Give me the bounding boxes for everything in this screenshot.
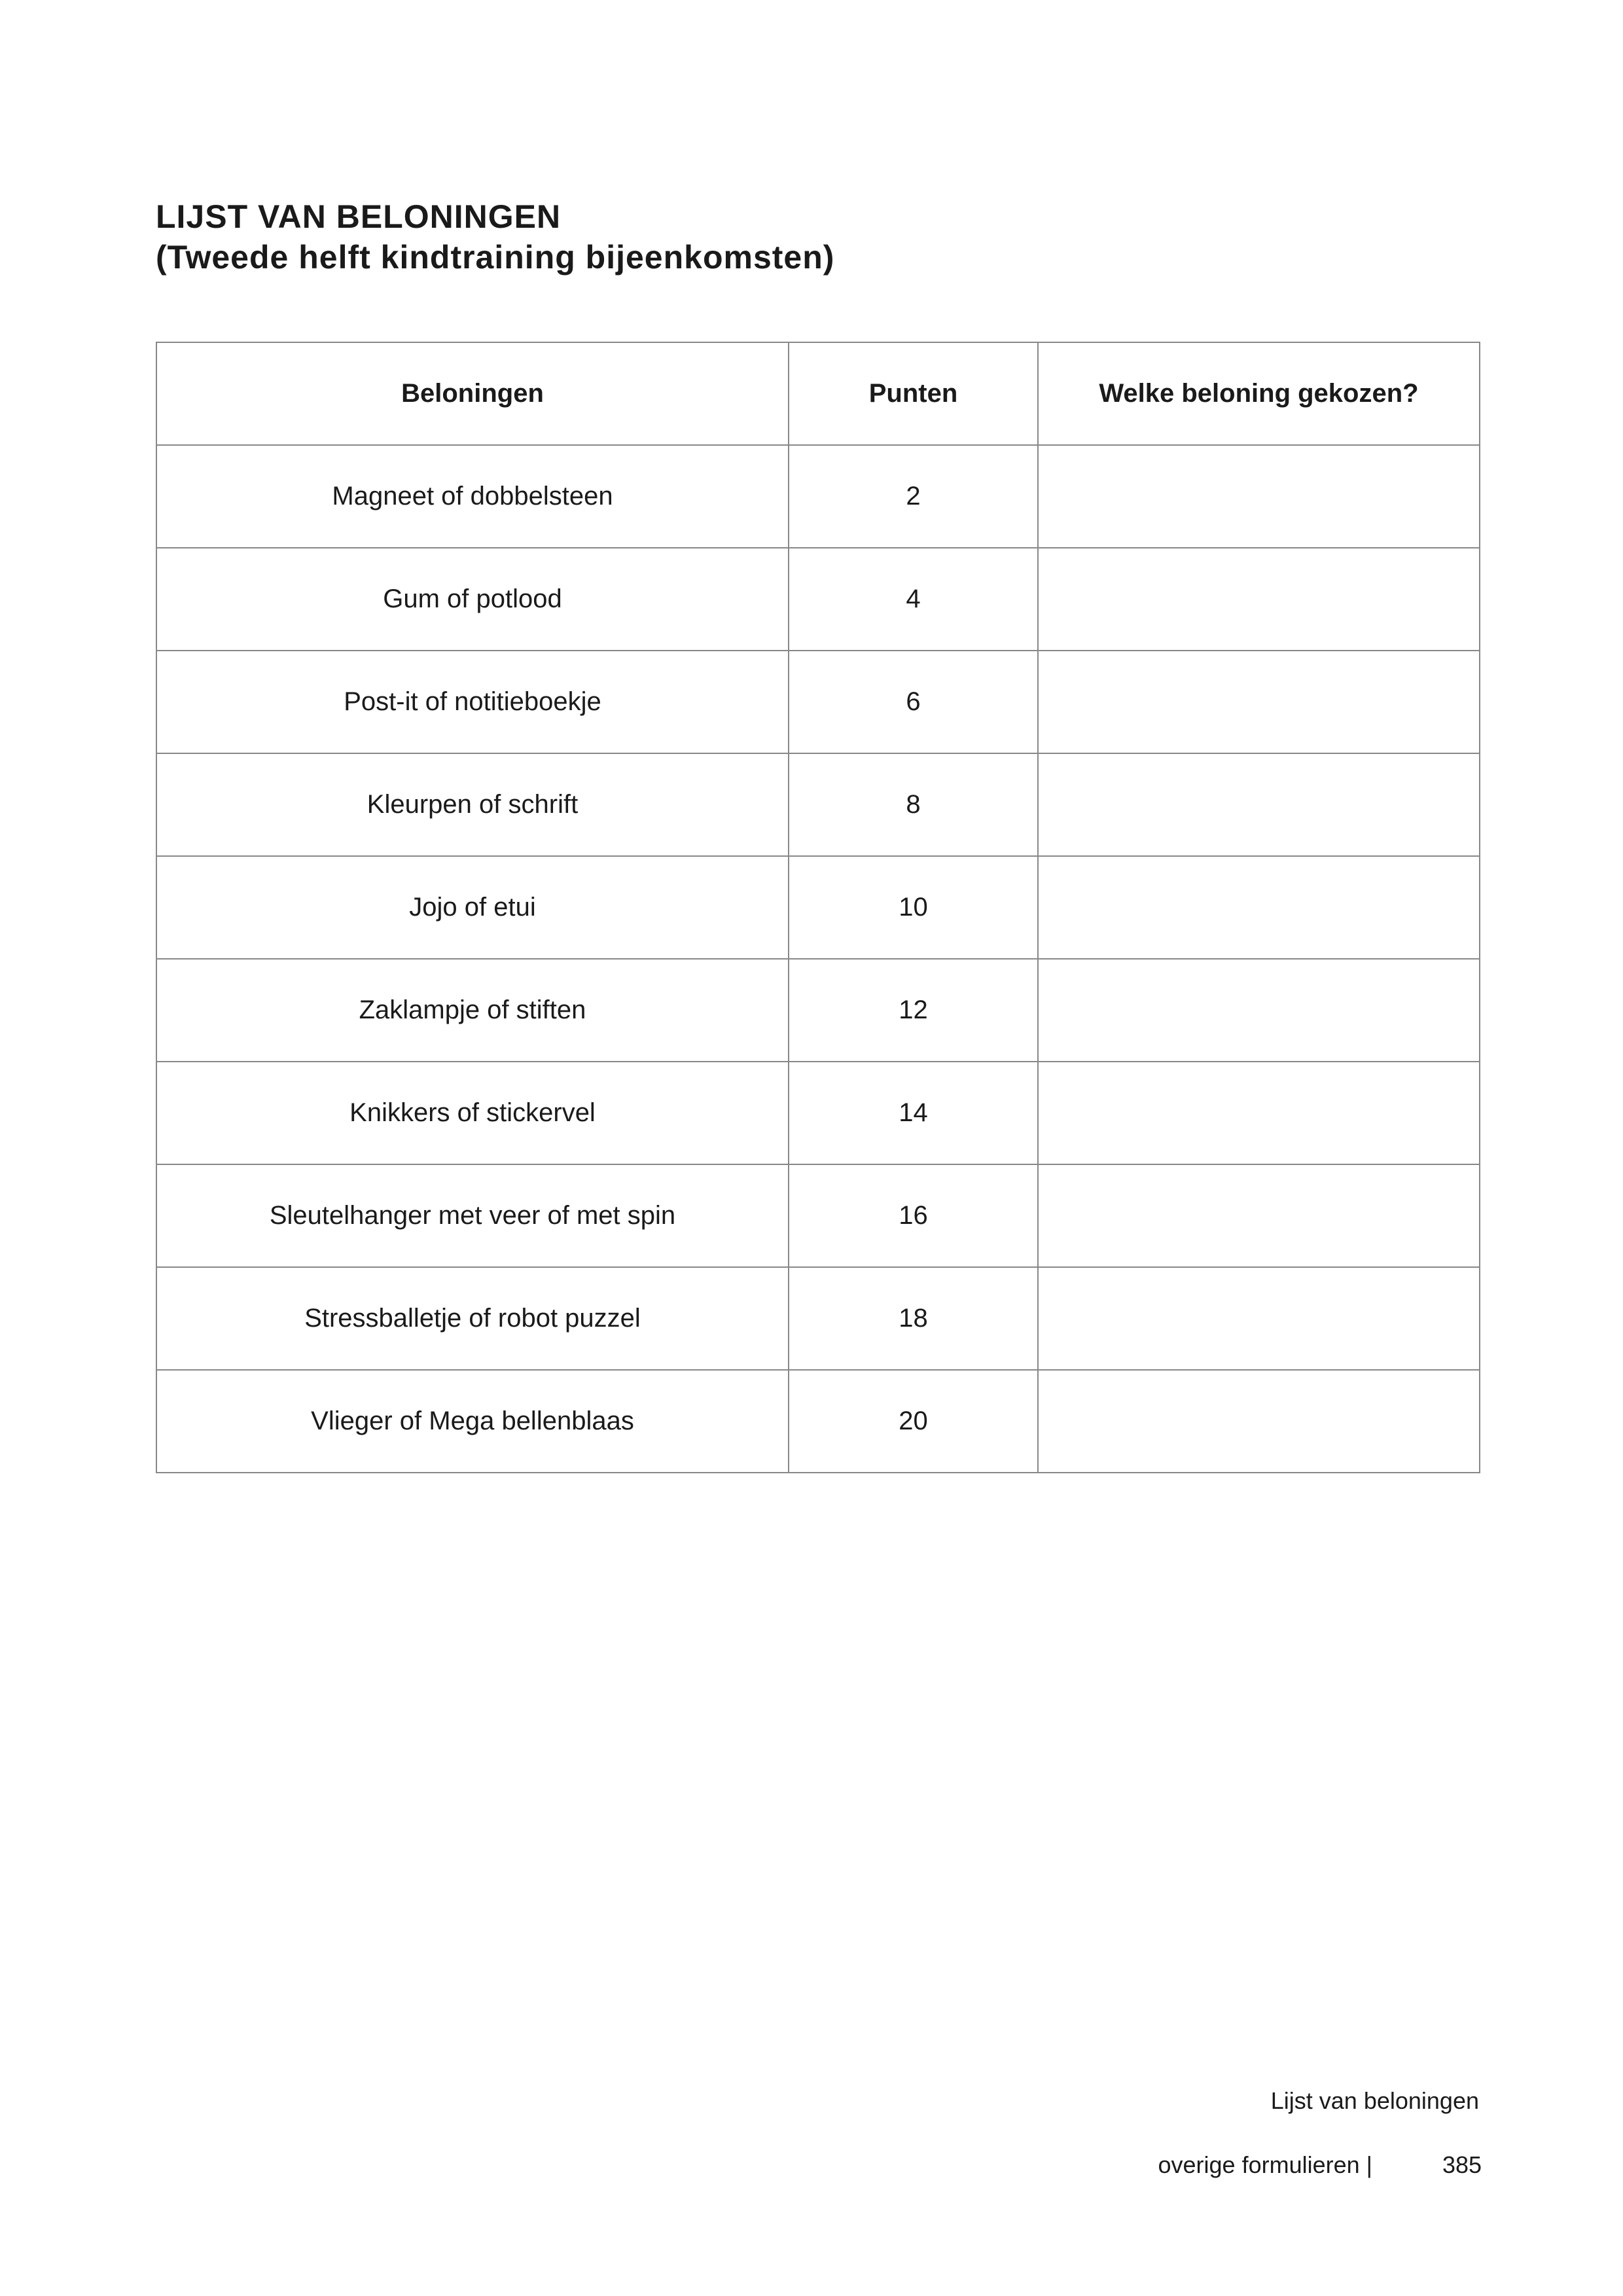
points-cell: 18	[789, 1267, 1038, 1370]
chosen-cell[interactable]	[1038, 1267, 1480, 1370]
table-row	[156, 548, 1480, 651]
points-cell: 10	[789, 856, 1038, 959]
chosen-cell[interactable]	[1038, 856, 1480, 959]
table-row	[156, 856, 1480, 959]
points-cell: 20	[789, 1370, 1038, 1473]
reward-cell: Knikkers of stickervel	[156, 1062, 789, 1164]
points-cell: 12	[789, 959, 1038, 1062]
reward-cell: Post-it of notitieboekje	[156, 651, 789, 753]
table-row	[156, 753, 1480, 856]
reward-cell: Vlieger of Mega bellenblaas	[156, 1370, 789, 1473]
reward-cell: Sleutelhanger met veer of met spin	[156, 1164, 789, 1267]
table-row	[156, 445, 1480, 548]
chosen-cell[interactable]	[1038, 1370, 1480, 1473]
points-cell: 14	[789, 1062, 1038, 1164]
table-row	[156, 1164, 1480, 1267]
chosen-cell[interactable]	[1038, 1164, 1480, 1267]
reward-cell: Kleurpen of schrift	[156, 753, 789, 856]
reward-cell: Jojo of etui	[156, 856, 789, 959]
table-row	[156, 1062, 1480, 1164]
header-chosen: Welke beloning gekozen?	[1038, 342, 1480, 445]
page-subtitle: (Tweede helft kindtraining bijeenkomsten)	[156, 239, 835, 276]
chosen-cell[interactable]	[1038, 753, 1480, 856]
points-cell: 6	[789, 651, 1038, 753]
title-block	[156, 196, 834, 278]
header-points: Punten	[789, 342, 1038, 445]
table-header-row	[156, 342, 1480, 445]
table-row	[156, 1267, 1480, 1370]
footer-section-label: overige formulieren |	[1158, 2151, 1372, 2178]
rewards-table	[156, 342, 1480, 1473]
page-number: 385	[1442, 2151, 1482, 2178]
chosen-cell[interactable]	[1038, 959, 1480, 1062]
table-row	[156, 651, 1480, 753]
reward-cell: Magneet of dobbelsteen	[156, 445, 789, 548]
points-cell: 16	[789, 1164, 1038, 1267]
reward-cell: Gum of potlood	[156, 548, 789, 651]
points-cell: 8	[789, 753, 1038, 856]
chosen-cell[interactable]	[1038, 445, 1480, 548]
reward-cell: Zaklampje of stiften	[156, 959, 789, 1062]
reward-cell: Stressballetje of robot puzzel	[156, 1267, 789, 1370]
chosen-cell[interactable]	[1038, 651, 1480, 753]
points-cell: 2	[789, 445, 1038, 548]
footer-running-title: Lijst van beloningen	[1270, 2087, 1479, 2114]
page-title: LIJST VAN BELONINGEN	[156, 198, 562, 235]
chosen-cell[interactable]	[1038, 1062, 1480, 1164]
header-rewards: Beloningen	[156, 342, 789, 445]
table-row	[156, 1370, 1480, 1473]
table-row	[156, 959, 1480, 1062]
points-cell: 4	[789, 548, 1038, 651]
chosen-cell[interactable]	[1038, 548, 1480, 651]
